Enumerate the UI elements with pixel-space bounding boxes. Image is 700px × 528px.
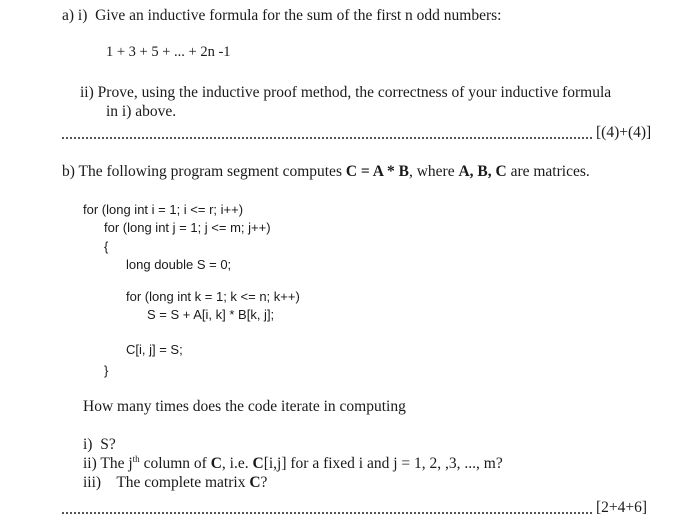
question-b-i-text: S? — [100, 436, 116, 453]
intro-equation: C = A * B — [345, 163, 409, 180]
code-line-3: { — [104, 239, 109, 254]
question-a-ii-line1: Prove, using the inductive proof method, the correctness of your inductive formula — [97, 84, 612, 101]
question-b-ii-post: [i,j] for a fixed i and j = 1, 2, ,3, ..., m? — [263, 455, 503, 472]
question-b-ii-label: ii) — [83, 455, 97, 472]
question-b-ii-sup: th — [132, 453, 140, 464]
intro-text: The following program segment computes — [78, 163, 346, 180]
question-b-ii-mid2: , i.e. — [221, 455, 253, 472]
question-a-i-text: Give an inductive formula for the sum of the first n odd numbers: — [95, 7, 502, 24]
question-a-i — [62, 7, 502, 25]
question-b-iii-label: iii) — [83, 474, 102, 491]
question-a-ii-label: ii) — [80, 84, 94, 101]
question-b-ii-pre: The j — [100, 455, 133, 472]
code-line-1: for (long int i = 1; i <= r; i++) — [83, 202, 244, 217]
dotted-rule-a — [62, 137, 592, 139]
question-b-i-label: i) — [83, 436, 93, 453]
question-b-ii — [83, 455, 503, 473]
code-line-5: for (long int k = 1; k <= n; k++) — [126, 289, 300, 304]
dotted-rule-b — [62, 512, 592, 514]
code-line-2: for (long int j = 1; j <= m; j++) — [104, 220, 271, 235]
question-b-label: b) — [62, 163, 75, 180]
intro-post: are matrices. — [506, 163, 590, 180]
intro-mid: , where — [408, 163, 459, 180]
matrix-c-complete: C — [249, 474, 261, 491]
question-a-i-label: a) i) — [62, 7, 88, 24]
question-b-i — [83, 436, 116, 454]
matrix-c-element: C — [252, 455, 264, 472]
question-b-intro — [62, 163, 590, 181]
question-b-ii-mid: column of — [139, 455, 211, 472]
marks-a: [(4)+(4)] — [596, 124, 652, 141]
question-b-main: How many times does the code iterate in computing — [83, 398, 406, 415]
code-line-6: S = S + A[i, k] * B[k, j]; — [147, 307, 275, 322]
code-line-8: } — [104, 363, 109, 378]
marks-b: [2+4+6] — [596, 499, 648, 516]
question-b-iii-pre: The complete matrix — [116, 474, 250, 491]
question-b-iii — [83, 474, 267, 492]
odd-sum-formula: 1 + 3 + 5 + ... + 2n -1 — [106, 44, 231, 60]
code-line-7: C[i, j] = S; — [126, 342, 183, 357]
question-b-iii-post: ? — [260, 474, 268, 491]
matrix-c: C — [210, 455, 222, 472]
code-line-4: long double S = 0; — [126, 257, 232, 272]
question-a-ii-line2: in i) above. — [106, 103, 177, 120]
question-a-ii — [80, 84, 611, 102]
intro-matrices: A, B, C — [458, 163, 507, 180]
